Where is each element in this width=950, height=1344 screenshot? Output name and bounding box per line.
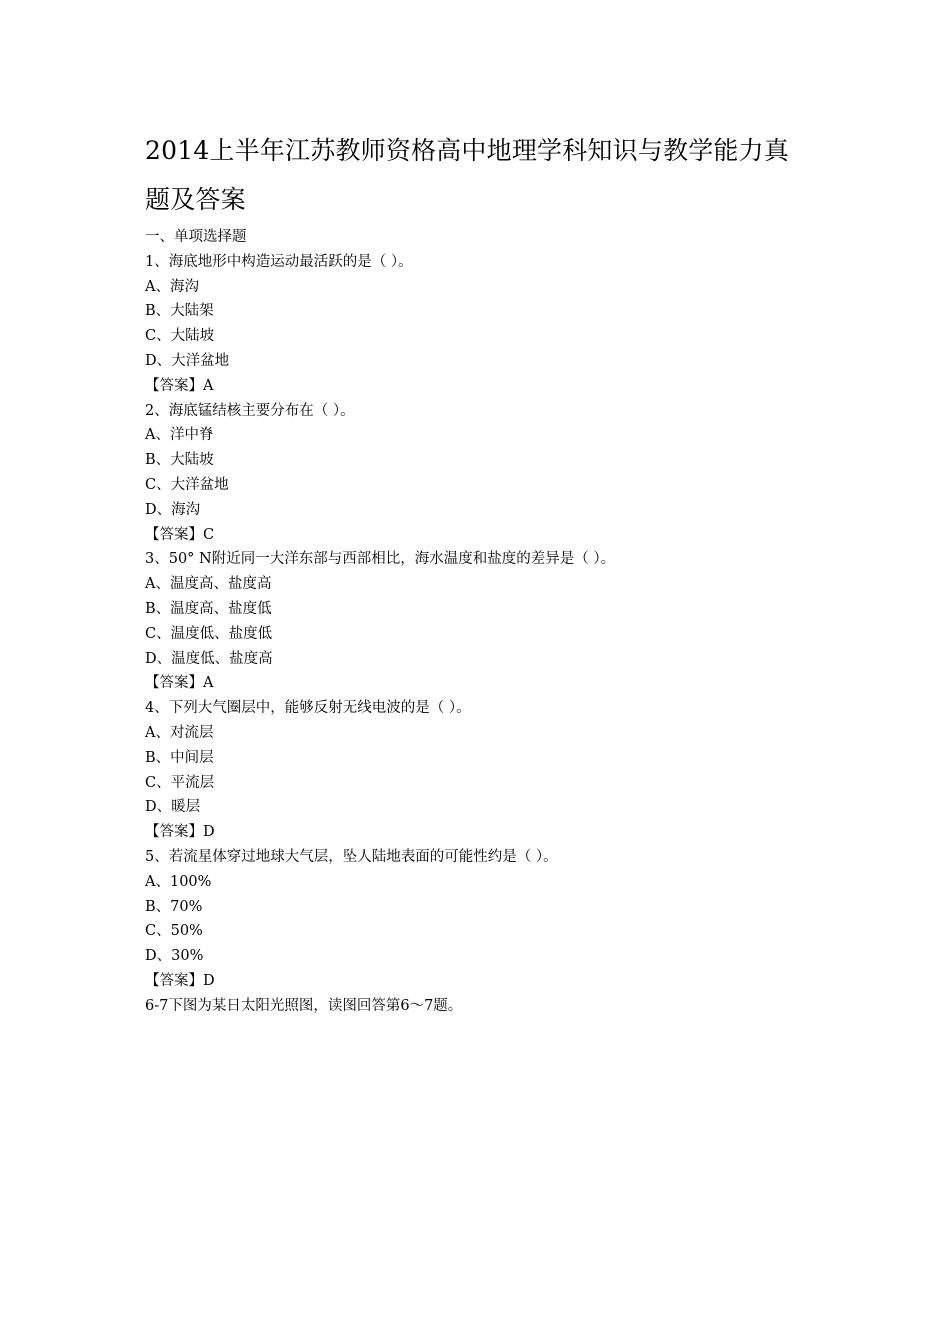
answer-option: B、中间层 xyxy=(145,749,214,766)
question-stem: 5、若流星体穿过地球大气层，坠人陆地表面的可能性约是（ ）。 xyxy=(145,848,558,865)
question-block xyxy=(145,696,825,845)
answer-key: 【答案】A xyxy=(145,675,214,692)
answer-option: B、大陆架 xyxy=(145,303,214,320)
document-title-line-1: 2014上半年江苏教师资格高中地理学科知识与教学能力真 xyxy=(145,136,790,165)
answer-option: A、海沟 xyxy=(145,278,199,295)
answer-option: D、30% xyxy=(145,948,204,965)
answer-option: B、温度高、盐度低 xyxy=(145,600,272,617)
answer-option: C、温度低、盐度低 xyxy=(145,625,273,642)
answer-option: A、100% xyxy=(145,873,212,890)
document-body xyxy=(145,225,825,1019)
question-stem: 2、海底锰结核主要分布在（ ）。 xyxy=(145,402,355,419)
question-block xyxy=(145,845,825,994)
answer-option: A、对流层 xyxy=(145,724,214,741)
question-stem: 3、50° N附近同一大洋东部与西部相比，海水温度和盐度的差异是（ ）。 xyxy=(145,551,616,568)
answer-option: C、平流层 xyxy=(145,774,215,791)
answer-option: A、温度高、盐度高 xyxy=(145,576,272,593)
question-stem: 1、海底地形中构造运动最活跃的是（ ）。 xyxy=(145,253,413,270)
answer-option: C、大陆坡 xyxy=(145,328,215,345)
answer-key: 【答案】A xyxy=(145,377,214,394)
answer-option: A、洋中脊 xyxy=(145,427,214,444)
document-title-line-2: 题及答案 xyxy=(145,185,246,214)
question-block xyxy=(145,399,825,548)
answer-option: B、大陆坡 xyxy=(145,452,214,469)
question-block xyxy=(145,250,825,399)
answer-option: C、50% xyxy=(145,923,203,940)
answer-option: D、暖层 xyxy=(145,799,201,816)
answer-option: C、大洋盆地 xyxy=(145,476,229,493)
figure-question-intro: 6-7下图为某日太阳光照图，读图回答第6～7题。 xyxy=(145,997,463,1014)
answer-key: 【答案】C xyxy=(145,526,215,543)
answer-option: D、海沟 xyxy=(145,501,201,518)
question-block xyxy=(145,547,825,696)
answer-key: 【答案】D xyxy=(145,824,215,841)
answer-option: D、温度低、盐度高 xyxy=(145,650,273,667)
answer-option: B、70% xyxy=(145,898,203,915)
question-stem: 4、下列大气圈层中，能够反射无线电波的是（ ）。 xyxy=(145,700,471,717)
answer-option: D、大洋盆地 xyxy=(145,352,230,369)
answer-key: 【答案】D xyxy=(145,972,215,989)
section-heading: 一、单项选择题 xyxy=(145,229,247,245)
